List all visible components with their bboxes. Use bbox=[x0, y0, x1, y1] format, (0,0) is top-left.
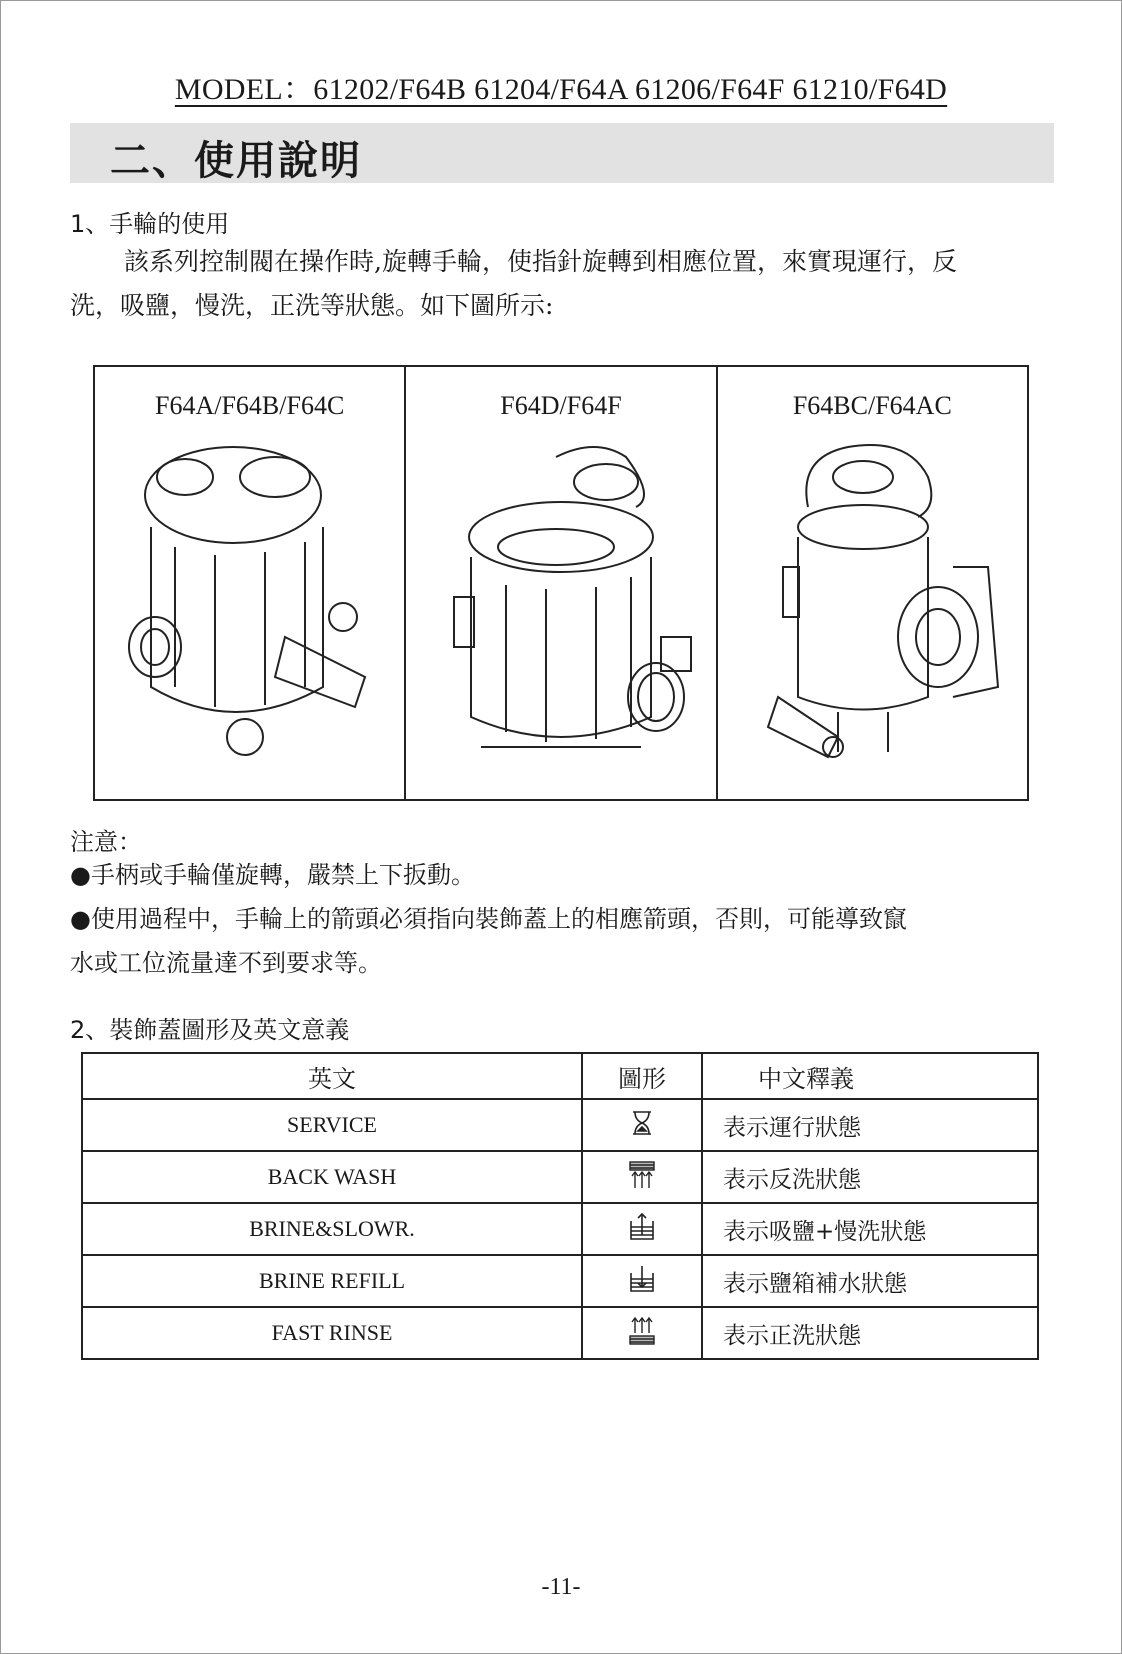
brine-refill-icon bbox=[629, 1265, 655, 1293]
cell-chinese: 表示正洗狀態 bbox=[702, 1307, 1038, 1359]
page-number: -11- bbox=[541, 1574, 581, 1600]
header-chinese: 中文釋義 bbox=[702, 1053, 1038, 1099]
cell-english: BRINE&SLOWR. bbox=[82, 1203, 582, 1255]
backwash-icon bbox=[629, 1161, 655, 1189]
section-title: 二、使用說明 bbox=[110, 138, 362, 184]
cell-chinese: 表示鹽箱補水狀態 bbox=[702, 1255, 1038, 1307]
cell-chinese: 表示反洗狀態 bbox=[702, 1151, 1038, 1203]
paragraph-handwheel: 該系列控制閥在操作時,旋轉手輪，使指針旋轉到相應位置，來實現運行，反 洗，吸鹽，慢洗，正洗等狀態。如下圖所示: bbox=[70, 247, 957, 320]
section-banner bbox=[70, 123, 1054, 183]
subheading-cover-symbols: 2、裝飾蓋圖形及英文意義 bbox=[70, 1016, 350, 1044]
figure-cell bbox=[406, 367, 717, 799]
note-bullet-1: ●手柄或手輪僅旋轉，嚴禁上下扳動。 bbox=[70, 861, 475, 889]
table-row bbox=[82, 1307, 1038, 1359]
fast-rinse-icon bbox=[629, 1317, 655, 1345]
cell-english: FAST RINSE bbox=[82, 1307, 582, 1359]
hourglass-icon bbox=[631, 1110, 653, 1136]
valve-illustration-1-icon bbox=[115, 437, 385, 777]
cell-figure bbox=[582, 1099, 702, 1151]
table-row bbox=[82, 1151, 1038, 1203]
figure-caption: F64A/F64B/F64C bbox=[155, 391, 345, 420]
cell-chinese: 表示運行狀態 bbox=[702, 1099, 1038, 1151]
valve-illustration-3-icon bbox=[738, 437, 1008, 777]
figure-caption: F64BC/F64AC bbox=[792, 391, 952, 420]
cell-english: BRINE REFILL bbox=[82, 1255, 582, 1307]
cell-english: SERVICE bbox=[82, 1099, 582, 1151]
cell-figure bbox=[582, 1151, 702, 1203]
notes-title: 注意： bbox=[70, 828, 142, 856]
figure-cell bbox=[718, 367, 1027, 799]
header-english: 英文 bbox=[82, 1053, 582, 1099]
table-row bbox=[82, 1203, 1038, 1255]
cell-figure bbox=[582, 1255, 702, 1307]
figure-cell bbox=[95, 367, 406, 799]
cell-chinese: 表示吸鹽+慢洗狀態 bbox=[702, 1203, 1038, 1255]
cell-english: BACK WASH bbox=[82, 1151, 582, 1203]
symbol-meaning-table bbox=[81, 1052, 1039, 1360]
figure-table bbox=[93, 365, 1029, 801]
subheading-handwheel: 1、手輪的使用 bbox=[70, 210, 230, 238]
header-figure: 圖形 bbox=[582, 1053, 702, 1099]
brine-slow-icon bbox=[629, 1213, 655, 1241]
figure-caption: F64D/F64F bbox=[500, 391, 622, 420]
cell-figure bbox=[582, 1203, 702, 1255]
valve-illustration-2-icon bbox=[426, 437, 696, 777]
table-header-row bbox=[82, 1053, 1038, 1099]
cell-figure bbox=[582, 1307, 702, 1359]
table-row bbox=[82, 1099, 1038, 1151]
note-bullet-2: ●使用過程中，手輪上的箭頭必須指向裝飾蓋上的相應箭頭，否則，可能導致竄 水或工位流量達不到要求等。 bbox=[70, 905, 907, 977]
model-header: MODEL：61202/F64B 61204/F64A 61206/F64F 61210/F64D bbox=[174, 73, 948, 106]
table-row bbox=[82, 1255, 1038, 1307]
